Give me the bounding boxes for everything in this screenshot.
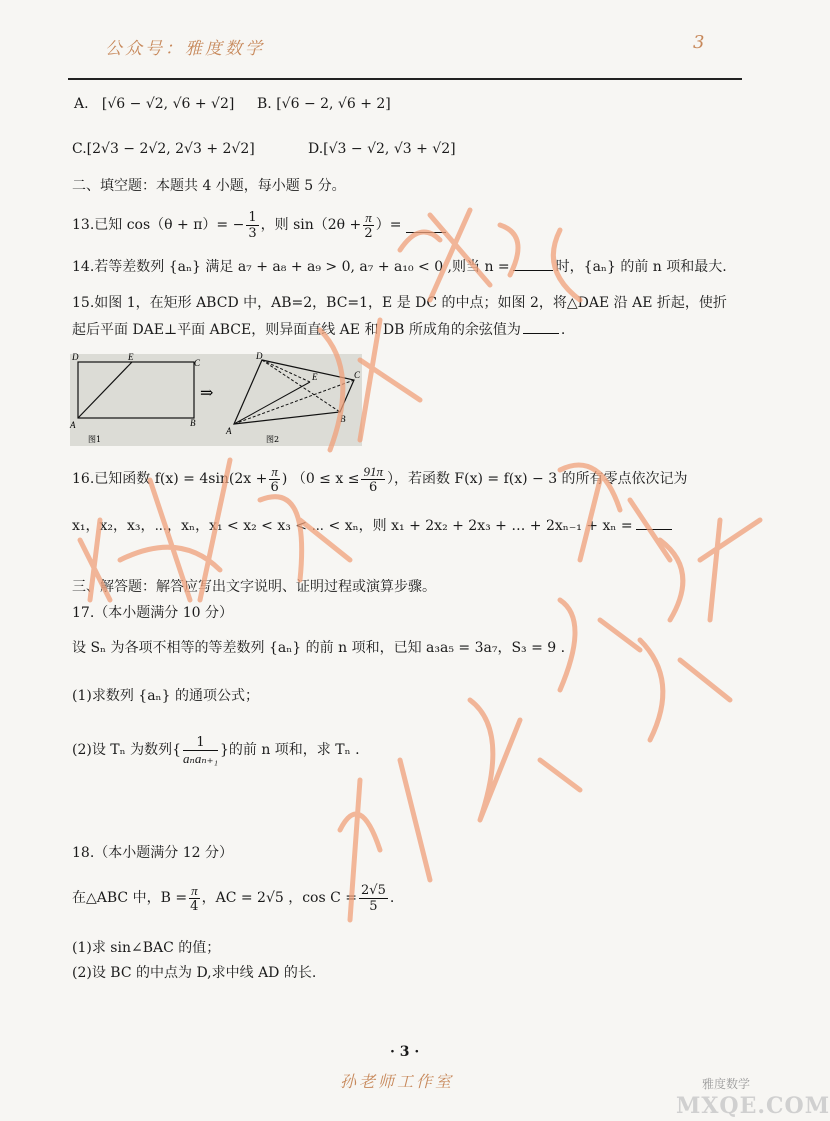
footer-studio: 孙老师工作室 (340, 1072, 455, 1091)
option-a: A. [√6 − √2, √6 + √2] (74, 96, 235, 112)
question-15-line2: 起后平面 DAE⊥平面 ABCE，则异面直线 AE 和 DB 所成角的余弦值为 . (72, 319, 565, 340)
fig1-label-e: E (128, 352, 134, 362)
option-b: B. [√6 − 2, √6 + 2] (257, 96, 391, 112)
question-16-line1: 16.已知函数 f(x) = 4sin(2x + $\frac{\pi}{6}$ ) （0 ≤ x ≤ $\frac{91\pi}{6}$ ），若函数 F(x) = f(x) − 3 的所有零点依次记为 (72, 463, 688, 495)
fig2-label-e: E (312, 372, 318, 382)
fig2-label-d: D (256, 351, 263, 361)
question-18-part1: (1)求 sin∠BAC 的值； (72, 940, 221, 956)
option-d: D.[√3 − √2, √3 + √2] (308, 141, 456, 157)
question-16-line2: x₁，x₂，x₃，⋯，xₙ，x₁ < x₂ < x₃ < ⋯ < xₙ，则 x₁ + 2x₂ + 2x₃ + … + 2xₙ₋₁ + xₙ = (72, 515, 672, 536)
fig2-label-c: C (354, 370, 361, 380)
fig1-caption: 图1 (88, 435, 102, 444)
question-17-part1: (1)求数列 {aₙ} 的通项公式； (72, 688, 259, 704)
section-fill-in-heading: 二、填空题：本题共 4 小题，每小题 5 分。 (72, 178, 346, 194)
answer-blank-13 (406, 218, 446, 233)
answer-blank-15 (523, 319, 559, 334)
question-18-title: 18.（本小题满分 12 分） (72, 845, 233, 861)
question-15-line1: 15.如图 1，在矩形 ABCD 中，AB=2，BC=1，E 是 DC 的中点；如图 2，将△DAE 沿 AE 折起，使折 (72, 295, 727, 311)
question-18-stem: 在△ABC 中，B = $\frac{\pi}{4}$ ，AC = 2√5 ，cos C = $\frac{2√5}{5}$ . (72, 882, 395, 914)
fig1-label-c: C (194, 358, 201, 368)
figure-rectangle-fold (70, 351, 362, 446)
question-13: 13.已知 cos（θ + π）= − $\frac{1}{3}$ ，则 sin（2θ + $\frac{\pi}{2}$ ）= (72, 205, 446, 245)
footer-site-watermark: MXQE.COM (676, 1093, 830, 1119)
fig1-label-a: A (70, 420, 76, 430)
fold-arrow: ⇒ (200, 383, 214, 402)
footer-page-number: · 3 · (390, 1044, 420, 1060)
fig2-label-a: A (226, 426, 232, 436)
answer-blank-16 (636, 515, 672, 530)
answer-blank-14 (513, 256, 553, 271)
figure-drawing (70, 351, 362, 446)
header-source-label: 公众号：雅度数学 (105, 39, 265, 59)
fig1-label-b: B (190, 418, 196, 428)
option-c: C.[2√3 − 2√2, 2√3 + 2√2] (72, 141, 255, 157)
section-solve-heading: 三、解答题：解答应写出文字说明、证明过程或演算步骤。 (72, 579, 436, 595)
question-17-title: 17.（本小题满分 10 分） (72, 605, 233, 621)
fig2-label-b: B (340, 414, 346, 424)
question-17-stem: 设 Sₙ 为各项不相等的等差数列 {aₙ} 的前 n 项和，已知 a₃a₅ = 3a₇，S₃ = 9 . (72, 640, 566, 656)
question-14: 14.若等差数列 {aₙ} 满足 a₇ + a₈ + a₉ > 0, a₇ + a₁₀ < 0 ,则当 n = 时，{aₙ} 的前 n 项和最大. (72, 256, 727, 277)
header-divider (68, 78, 742, 80)
fig2-caption: 图2 (266, 435, 280, 444)
header-page-number: 3 (693, 32, 705, 53)
question-18-part2: (2)设 BC 的中点为 D,求中线 AD 的长. (72, 965, 317, 981)
fig1-label-d: D (72, 352, 79, 362)
footer-watermark-brand: 雅度数学 (702, 1077, 751, 1091)
question-17-part2: (2)设 Tₙ 为数列{ $\frac{1}{\text{aₙaₙ₊₁}}$ }的前 n 项和，求 Tₙ . (72, 734, 360, 766)
